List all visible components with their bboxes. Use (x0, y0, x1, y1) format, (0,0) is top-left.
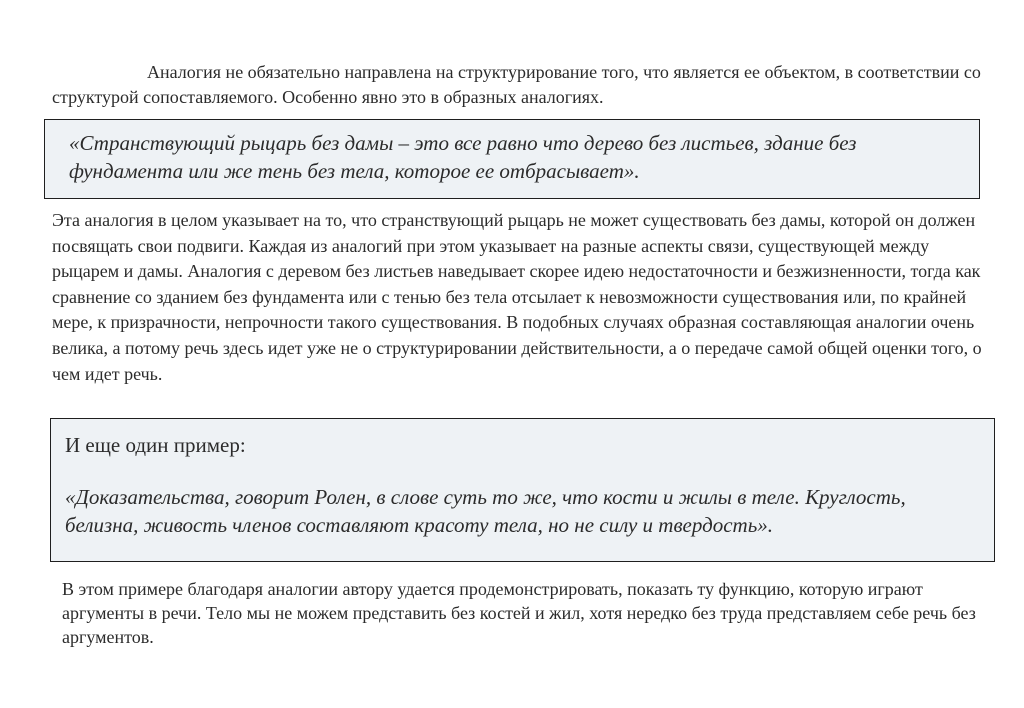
quote-box-rollin (50, 418, 995, 562)
explanation-paragraph: Эта аналогия в целом указывает на то, что странствующий рыцарь не может существовать без дамы, которой он должен посвящать свои подвиги. Каждая из аналогий при этом указывает на разные аспекты связи, существующей между рыцарем и дамы. Аналогия с деревом без листьев наведывает скорее идею недостаточности и безжизненности, тогда как сравнение со зданием без фундамента или с тенью без тела отсылает к невозможности существования или, по крайней мере, к призрачности, непрочности такого существования. В подобных случаях образная составляющая аналогии очень велика, а потому речь здесь идет уже не о структурировании действительности, а о передаче самой общей оценки того, о чем идет речь. (52, 210, 982, 384)
quote-rollin: «Доказательства, говорит Ролен, в слове суть то же, что кости и жилы в теле. Круглость, белизна, живость членов составляют красоту тела, но не силу и твердость». (65, 485, 906, 537)
conclusion-paragraph: В этом примере благодаря аналогии автору удается продемонстрировать, показать ту функцию, которую играют аргументы в речи. Тело мы не можем представить без костей и жил, хотя нередко без труда представляем себе речь без аргументов. (62, 579, 976, 647)
quote-knight: «Странствующий рыцарь без дамы – это все равно что дерево без листьев, здание без фундамента или же тень без тела, которое ее отбрасывает». (69, 131, 857, 183)
example-heading: И еще один пример: (65, 433, 246, 457)
intro-paragraph: Аналогия не обязательно направлена на структурирование того, что является ее объектом, в соответствии со структурой сопоставляемого. Особенно явно это в образных аналогиях. (52, 62, 981, 107)
quote-box-knight (44, 119, 980, 199)
